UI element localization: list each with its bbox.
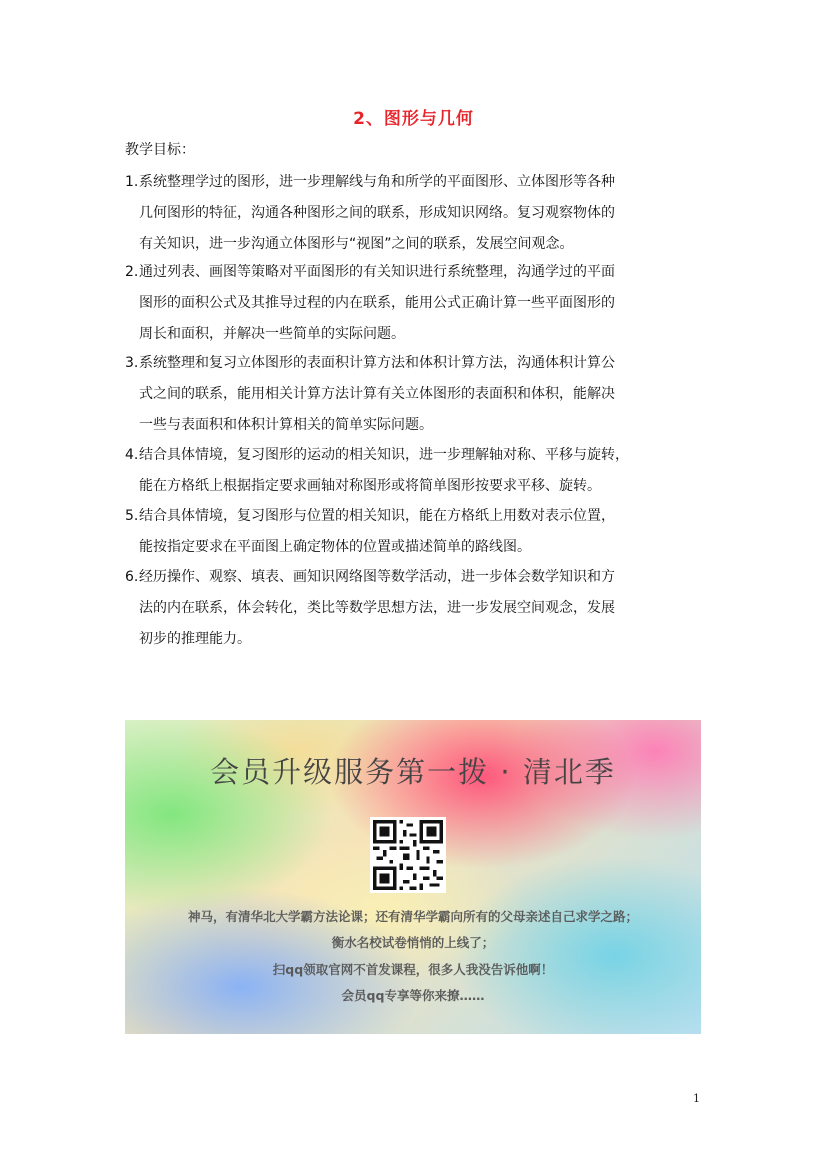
goal-line: 有关知识，进一步沟通立体图形与“视图”之间的联系，发展空间观念。	[139, 236, 574, 252]
goal-line: 式之间的联系，能用相关计算方法计算有关立体图形的表面积和体积，能解决	[139, 386, 615, 402]
goal-number: 2.	[125, 264, 139, 280]
banner-title: 会员升级服务第一拨 · 清北季	[210, 755, 616, 789]
goal-line: 结合具体情境，复习图形与位置的相关知识，能在方格纸上用数对表示位置，	[139, 508, 615, 524]
goal-line: 系统整理学过的图形，进一步理解线与角和所学的平面图形、立体图形等各种	[139, 174, 615, 190]
goal-number: 3.	[125, 355, 139, 371]
goal-line: 能按指定要求在平面图上确定物体的位置或描述简单的路线图。	[139, 539, 531, 555]
goal-line: 经历操作、观察、填表、画知识网络图等数学活动，进一步体会数学知识和方	[139, 569, 615, 585]
goal-item-1	[125, 167, 655, 260]
goal-item-3	[125, 348, 655, 441]
goal-number: 5.	[125, 508, 139, 524]
goal-line: 一些与表面积和体积计算相关的简单实际问题。	[139, 417, 433, 433]
promo-banner[interactable]	[125, 720, 701, 1034]
page-number: 1	[693, 1092, 700, 1105]
goal-number: 1.	[125, 174, 139, 190]
goal-item-2	[125, 257, 655, 350]
goal-line: 几何图形的特征，沟通各种图形之间的联系，形成知识网络。复习观察物体的	[139, 205, 615, 221]
goal-line: 图形的面积公式及其推导过程的内在联系，能用公式正确计算一些平面图形的	[139, 295, 615, 311]
goal-number: 4.	[125, 447, 139, 463]
banner-line: 衡水名校试卷悄悄的上线了；	[331, 935, 495, 950]
goal-line: 结合具体情境，复习图形的运动的相关知识，进一步理解轴对称、平移与旋转，	[139, 447, 629, 463]
goal-line: 周长和面积，并解决一些简单的实际问题。	[139, 326, 405, 342]
goal-item-6	[125, 562, 655, 655]
goals-label: 教学目标：	[125, 142, 195, 158]
goal-line: 初步的推理能力。	[139, 631, 251, 647]
banner-line: 扫qq领取官网不首发课程，很多人我没告诉他啊！	[272, 962, 554, 977]
goal-item-5	[125, 501, 655, 563]
goal-line: 系统整理和复习立体图形的表面积计算方法和体积计算方法，沟通体积计算公	[139, 355, 615, 371]
page-title: 2、图形与几何	[353, 109, 474, 129]
goal-line: 能在方格纸上根据指定要求画轴对称图形或将简单图形按要求平移、旋转。	[139, 478, 601, 494]
banner-line: 会员qq专享等你来撩……	[341, 988, 485, 1003]
goal-number: 6.	[125, 569, 139, 585]
banner-line: 神马，有清华北大学霸方法论课；还有清华学霸向所有的父母亲述自己求学之路；	[187, 909, 638, 924]
qr-code-icon[interactable]	[370, 817, 446, 893]
goal-line: 法的内在联系，体会转化，类比等数学思想方法，进一步发展空间观念，发展	[139, 600, 615, 616]
goal-line: 通过列表、画图等策略对平面图形的有关知识进行系统整理，沟通学过的平面	[139, 264, 615, 280]
goal-item-4	[125, 440, 655, 502]
